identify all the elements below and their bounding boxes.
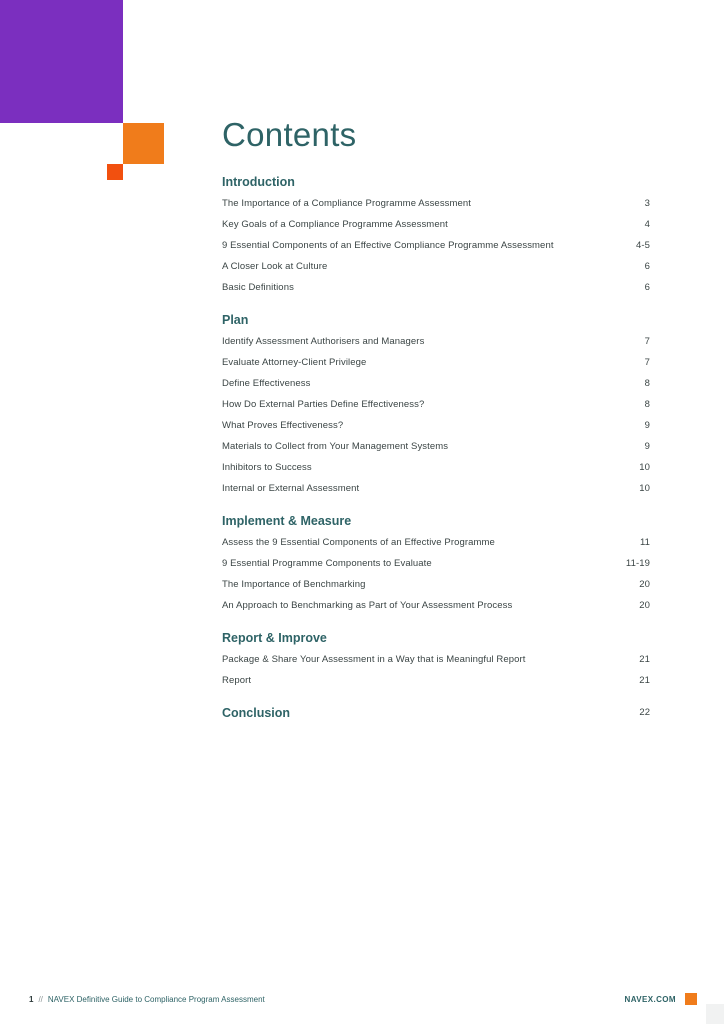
purple-corner-block (0, 0, 123, 123)
toc-entry-page: 20 (639, 600, 650, 611)
toc-entry-page: 11-19 (625, 558, 650, 569)
footer-left (29, 995, 265, 1004)
toc-entry[interactable] (222, 277, 650, 298)
toc-entry-page: 6 (644, 282, 650, 293)
toc-section-conclusion (222, 702, 650, 724)
toc-entry[interactable] (222, 574, 650, 595)
page-title: Contents (222, 116, 357, 153)
toc-entry-label: The Importance of Benchmarking (222, 579, 366, 590)
toc-entry-label: 9 Essential Programme Components to Evaluate (222, 558, 432, 569)
toc-entry[interactable] (222, 595, 650, 616)
toc-entry[interactable] (222, 193, 650, 214)
toc-entry-page: 9 (644, 420, 650, 431)
toc-entry-label: Identify Assessment Authorisers and Managers (222, 336, 425, 347)
toc-entry[interactable] (222, 352, 650, 373)
toc-section (222, 309, 650, 499)
orange-square-small (107, 164, 123, 180)
section-heading[interactable] (222, 510, 650, 532)
toc-entry-page: 10 (639, 483, 650, 494)
toc-entry[interactable] (222, 649, 650, 670)
toc-entry[interactable] (222, 235, 650, 256)
toc-entry-page: 4 (644, 219, 650, 230)
toc-entry-label: Internal or External Assessment (222, 483, 360, 494)
orange-square-large (123, 123, 164, 164)
toc-entry-label: Define Effectiveness (222, 378, 311, 389)
toc-entry-page: 9 (644, 441, 650, 452)
table-of-contents (222, 113, 650, 724)
toc-sections (222, 171, 650, 691)
toc-entry-label: Key Goals of a Compliance Programme Assessment (222, 219, 448, 230)
section-heading[interactable] (222, 309, 650, 331)
toc-entry[interactable] (222, 415, 650, 436)
page-footer (29, 993, 697, 1005)
footer-doc-title: NAVEX Definitive Guide to Compliance Program Assessment (47, 994, 265, 1004)
section-heading[interactable] (222, 702, 650, 724)
toc-entry-label: Inhibitors to Success (222, 462, 312, 473)
toc-entry-label: A Closer Look at Culture (222, 261, 328, 272)
section-heading[interactable] (222, 171, 650, 193)
toc-entry[interactable] (222, 331, 650, 352)
toc-entry[interactable] (222, 478, 650, 499)
toc-entry-label: Report (222, 675, 252, 686)
toc-entry[interactable] (222, 670, 650, 691)
section-heading-label: Introduction (222, 175, 295, 189)
footer-separator: // (38, 994, 43, 1004)
toc-entry[interactable] (222, 394, 650, 415)
toc-entry-page: 8 (644, 378, 650, 389)
toc-entry-page: 3 (644, 198, 650, 209)
toc-entry[interactable] (222, 214, 650, 235)
section-heading[interactable] (222, 627, 650, 649)
toc-entry-label: An Approach to Benchmarking as Part of Your Assessment Process (222, 600, 513, 611)
toc-entry-page: 7 (644, 336, 650, 347)
toc-section (222, 627, 650, 691)
section-heading-label: Report & Improve (222, 631, 327, 645)
toc-entry[interactable] (222, 373, 650, 394)
toc-entry-page: 21 (639, 654, 650, 665)
toc-entry-page: 7 (644, 357, 650, 368)
toc-entry[interactable] (222, 457, 650, 478)
toc-entry-page: 20 (639, 579, 650, 590)
toc-entry[interactable] (222, 553, 650, 574)
section-page-number: 22 (639, 707, 650, 718)
footer-right (625, 993, 697, 1005)
toc-entry-label: Evaluate Attorney-Client Privilege (222, 357, 367, 368)
toc-entry-label: How Do External Parties Define Effectiveness? (222, 399, 425, 410)
page-corner-tab (706, 1004, 724, 1024)
toc-entry-page: 4-5 (635, 240, 650, 251)
toc-section (222, 510, 650, 616)
toc-entry-label: The Importance of a Compliance Programme Assessment (222, 198, 472, 209)
toc-entry-label: 9 Essential Components of an Effective Compliance Programme Assessment (222, 240, 554, 251)
toc-entry-label: Basic Definitions (222, 282, 294, 293)
toc-entry[interactable] (222, 256, 650, 277)
section-heading-label: Implement & Measure (222, 514, 352, 528)
toc-entry-page: 6 (644, 261, 650, 272)
toc-entry-page: 11 (639, 537, 650, 548)
footer-orange-square (685, 993, 697, 1005)
toc-entry[interactable] (222, 436, 650, 457)
toc-entry[interactable] (222, 532, 650, 553)
section-heading-label: Plan (222, 313, 249, 327)
toc-entry-label: Materials to Collect from Your Management Systems (222, 441, 449, 452)
toc-entry-page: 8 (644, 399, 650, 410)
toc-entry-label: What Proves Effectiveness? (222, 420, 344, 431)
toc-section (222, 171, 650, 298)
toc-entry-page: 10 (639, 462, 650, 473)
section-heading-label: Conclusion (222, 706, 291, 720)
footer-site-link[interactable]: NAVEX.COM (624, 994, 676, 1004)
footer-page-number: 1 (29, 994, 34, 1004)
toc-entry-label: Package & Share Your Assessment in a Way that is Meaningful Report (222, 654, 526, 665)
toc-entry-page: 21 (639, 675, 650, 686)
toc-entry-label: Assess the 9 Essential Components of an Effective Programme (222, 537, 495, 548)
